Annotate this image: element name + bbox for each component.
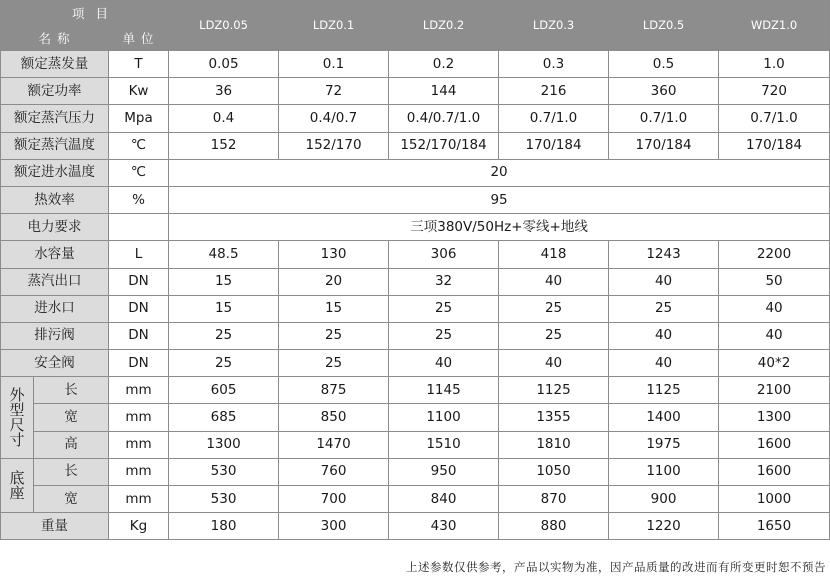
table-cell: 170/184 — [609, 132, 719, 159]
table-cell: 605 — [169, 377, 279, 404]
row-label: 安全阀 — [1, 350, 109, 377]
model-header: LDZ0.5 — [609, 1, 719, 51]
table-row — [1, 377, 830, 404]
table-cell: 40 — [389, 350, 499, 377]
row-label: 额定功率 — [1, 78, 109, 105]
table-cell: 1355 — [499, 404, 609, 431]
table-row — [1, 513, 830, 540]
table-cell: 36 — [169, 78, 279, 105]
table-row — [1, 486, 830, 513]
row-unit: % — [109, 186, 169, 213]
table-cell: 1810 — [499, 431, 609, 458]
table-cell: 1000 — [719, 486, 830, 513]
table-cell: 152 — [169, 132, 279, 159]
row-unit: DN — [109, 268, 169, 295]
row-label: 电力要求 — [1, 214, 109, 241]
table-cell: 0.2 — [389, 51, 499, 78]
table-cell: 40 — [609, 268, 719, 295]
row-unit: mm — [109, 486, 169, 513]
row-label: 长 — [34, 458, 109, 485]
table-cell: 40*2 — [719, 350, 830, 377]
row-unit: DN — [109, 295, 169, 322]
table-cell: 40 — [499, 350, 609, 377]
table-cell: 1125 — [499, 377, 609, 404]
table-cell: 170/184 — [499, 132, 609, 159]
table-row — [1, 105, 830, 132]
table-cell: 1.0 — [719, 51, 830, 78]
table-row — [1, 404, 830, 431]
table-row — [1, 186, 830, 213]
model-header: LDZ0.2 — [389, 1, 499, 51]
table-row — [1, 132, 830, 159]
row-unit: T — [109, 51, 169, 78]
merged-cell: 三项380V/50Hz+零线+地线 — [169, 214, 830, 241]
table-cell: 15 — [279, 295, 389, 322]
row-label: 额定蒸发量 — [1, 51, 109, 78]
table-cell: 72 — [279, 78, 389, 105]
table-cell: 530 — [169, 458, 279, 485]
row-label: 热效率 — [1, 186, 109, 213]
table-cell: 25 — [169, 350, 279, 377]
table-cell: 1300 — [169, 431, 279, 458]
row-label: 额定蒸汽压力 — [1, 105, 109, 132]
row-unit: ℃ — [109, 159, 169, 186]
table-cell: 530 — [169, 486, 279, 513]
row-label: 长 — [34, 377, 109, 404]
table-cell: 1125 — [609, 377, 719, 404]
row-unit: Mpa — [109, 105, 169, 132]
table-cell: 48.5 — [169, 241, 279, 268]
model-header: LDZ0.05 — [169, 1, 279, 51]
table-cell: 0.5 — [609, 51, 719, 78]
table-row — [1, 431, 830, 458]
row-unit: DN — [109, 322, 169, 349]
table-cell: 0.3 — [499, 51, 609, 78]
table-cell: 418 — [499, 241, 609, 268]
table-row — [1, 295, 830, 322]
table-row — [1, 241, 830, 268]
table-cell: 180 — [169, 513, 279, 540]
table-cell: 152/170/184 — [389, 132, 499, 159]
table-cell: 1100 — [389, 404, 499, 431]
table-cell: 40 — [609, 322, 719, 349]
table-cell: 360 — [609, 78, 719, 105]
row-label: 宽 — [34, 486, 109, 513]
table-cell: 25 — [499, 295, 609, 322]
table-cell: 15 — [169, 268, 279, 295]
model-header: WDZ1.0 — [719, 1, 830, 51]
row-label: 额定进水温度 — [1, 159, 109, 186]
row-label: 排污阀 — [1, 322, 109, 349]
row-unit: mm — [109, 431, 169, 458]
table-cell: 1400 — [609, 404, 719, 431]
table-cell: 0.7/1.0 — [499, 105, 609, 132]
table-cell: 2100 — [719, 377, 830, 404]
table-cell: 430 — [389, 513, 499, 540]
row-unit: mm — [109, 377, 169, 404]
table-cell: 152/170 — [279, 132, 389, 159]
row-label: 进水口 — [1, 295, 109, 322]
table-cell: 15 — [169, 295, 279, 322]
row-label: 重量 — [1, 513, 109, 540]
row-unit: mm — [109, 404, 169, 431]
row-label: 水容量 — [1, 241, 109, 268]
table-cell: 0.7/1.0 — [719, 105, 830, 132]
table-cell: 0.4/0.7 — [279, 105, 389, 132]
table-cell: 850 — [279, 404, 389, 431]
table-cell: 40 — [719, 322, 830, 349]
table-cell: 40 — [609, 350, 719, 377]
table-cell: 170/184 — [719, 132, 830, 159]
row-unit: DN — [109, 350, 169, 377]
model-header: LDZ0.1 — [279, 1, 389, 51]
table-cell: 1510 — [389, 431, 499, 458]
row-unit: ℃ — [109, 132, 169, 159]
table-cell: 840 — [389, 486, 499, 513]
header-name-label: 名 称 — [1, 26, 109, 51]
dimensions-group-label — [1, 377, 34, 459]
table-row — [1, 350, 830, 377]
table-cell: 720 — [719, 78, 830, 105]
table-cell: 0.05 — [169, 51, 279, 78]
table-row — [1, 214, 830, 241]
table-cell: 1650 — [719, 513, 830, 540]
table-cell: 1243 — [609, 241, 719, 268]
table-cell: 216 — [499, 78, 609, 105]
base-group-text: 底 座 — [9, 468, 25, 502]
table-cell: 25 — [609, 295, 719, 322]
table-cell: 1145 — [389, 377, 499, 404]
table-row — [1, 51, 830, 78]
table-cell: 32 — [389, 268, 499, 295]
table-cell: 900 — [609, 486, 719, 513]
table-cell: 40 — [719, 295, 830, 322]
table-cell: 130 — [279, 241, 389, 268]
table-cell: 1600 — [719, 431, 830, 458]
table-cell: 1600 — [719, 458, 830, 485]
table-row — [1, 78, 830, 105]
table-cell: 880 — [499, 513, 609, 540]
table-cell: 0.4/0.7/1.0 — [389, 105, 499, 132]
model-header: LDZ0.3 — [499, 1, 609, 51]
table-row — [1, 159, 830, 186]
row-unit: L — [109, 241, 169, 268]
table-cell: 25 — [389, 295, 499, 322]
base-group-label — [1, 458, 34, 512]
table-cell: 2200 — [719, 241, 830, 268]
table-cell: 870 — [499, 486, 609, 513]
table-row — [1, 268, 830, 295]
merged-cell: 95 — [169, 186, 830, 213]
row-label: 高 — [34, 431, 109, 458]
row-unit: Kg — [109, 513, 169, 540]
merged-cell: 20 — [169, 159, 830, 186]
table-cell: 685 — [169, 404, 279, 431]
table-cell: 144 — [389, 78, 499, 105]
table-cell: 25 — [169, 322, 279, 349]
table-cell: 875 — [279, 377, 389, 404]
table-cell: 1220 — [609, 513, 719, 540]
table-cell: 700 — [279, 486, 389, 513]
table-cell: 300 — [279, 513, 389, 540]
table-cell: 0.1 — [279, 51, 389, 78]
table-row — [1, 458, 830, 485]
table-cell: 306 — [389, 241, 499, 268]
header-row-top — [1, 1, 830, 26]
footnote: 上述参数仅供参考，产品以实物为准，因产品质量的改进而有所变更时恕不预告 — [406, 560, 826, 574]
table-cell: 1975 — [609, 431, 719, 458]
header-item-label: 项 目 — [72, 5, 109, 21]
row-unit — [109, 214, 169, 241]
row-unit: Kw — [109, 78, 169, 105]
row-label: 额定蒸汽温度 — [1, 132, 109, 159]
table-cell: 25 — [279, 322, 389, 349]
table-row — [1, 322, 830, 349]
table-cell: 50 — [719, 268, 830, 295]
table-cell: 25 — [279, 350, 389, 377]
table-cell: 1470 — [279, 431, 389, 458]
table-cell: 1300 — [719, 404, 830, 431]
table-cell: 20 — [279, 268, 389, 295]
table-cell: 0.4 — [169, 105, 279, 132]
row-label: 宽 — [34, 404, 109, 431]
table-cell: 950 — [389, 458, 499, 485]
table-cell: 25 — [499, 322, 609, 349]
row-label: 蒸汽出口 — [1, 268, 109, 295]
header-item-cell — [1, 1, 169, 26]
dimensions-group-text: 外 型 尺 寸 — [9, 385, 25, 449]
row-unit: mm — [109, 458, 169, 485]
table-cell: 40 — [499, 268, 609, 295]
table-cell: 1050 — [499, 458, 609, 485]
table-cell: 760 — [279, 458, 389, 485]
table-cell: 0.7/1.0 — [609, 105, 719, 132]
table-cell: 1100 — [609, 458, 719, 485]
table-cell: 25 — [389, 322, 499, 349]
header-unit-label: 单 位 — [109, 26, 169, 51]
